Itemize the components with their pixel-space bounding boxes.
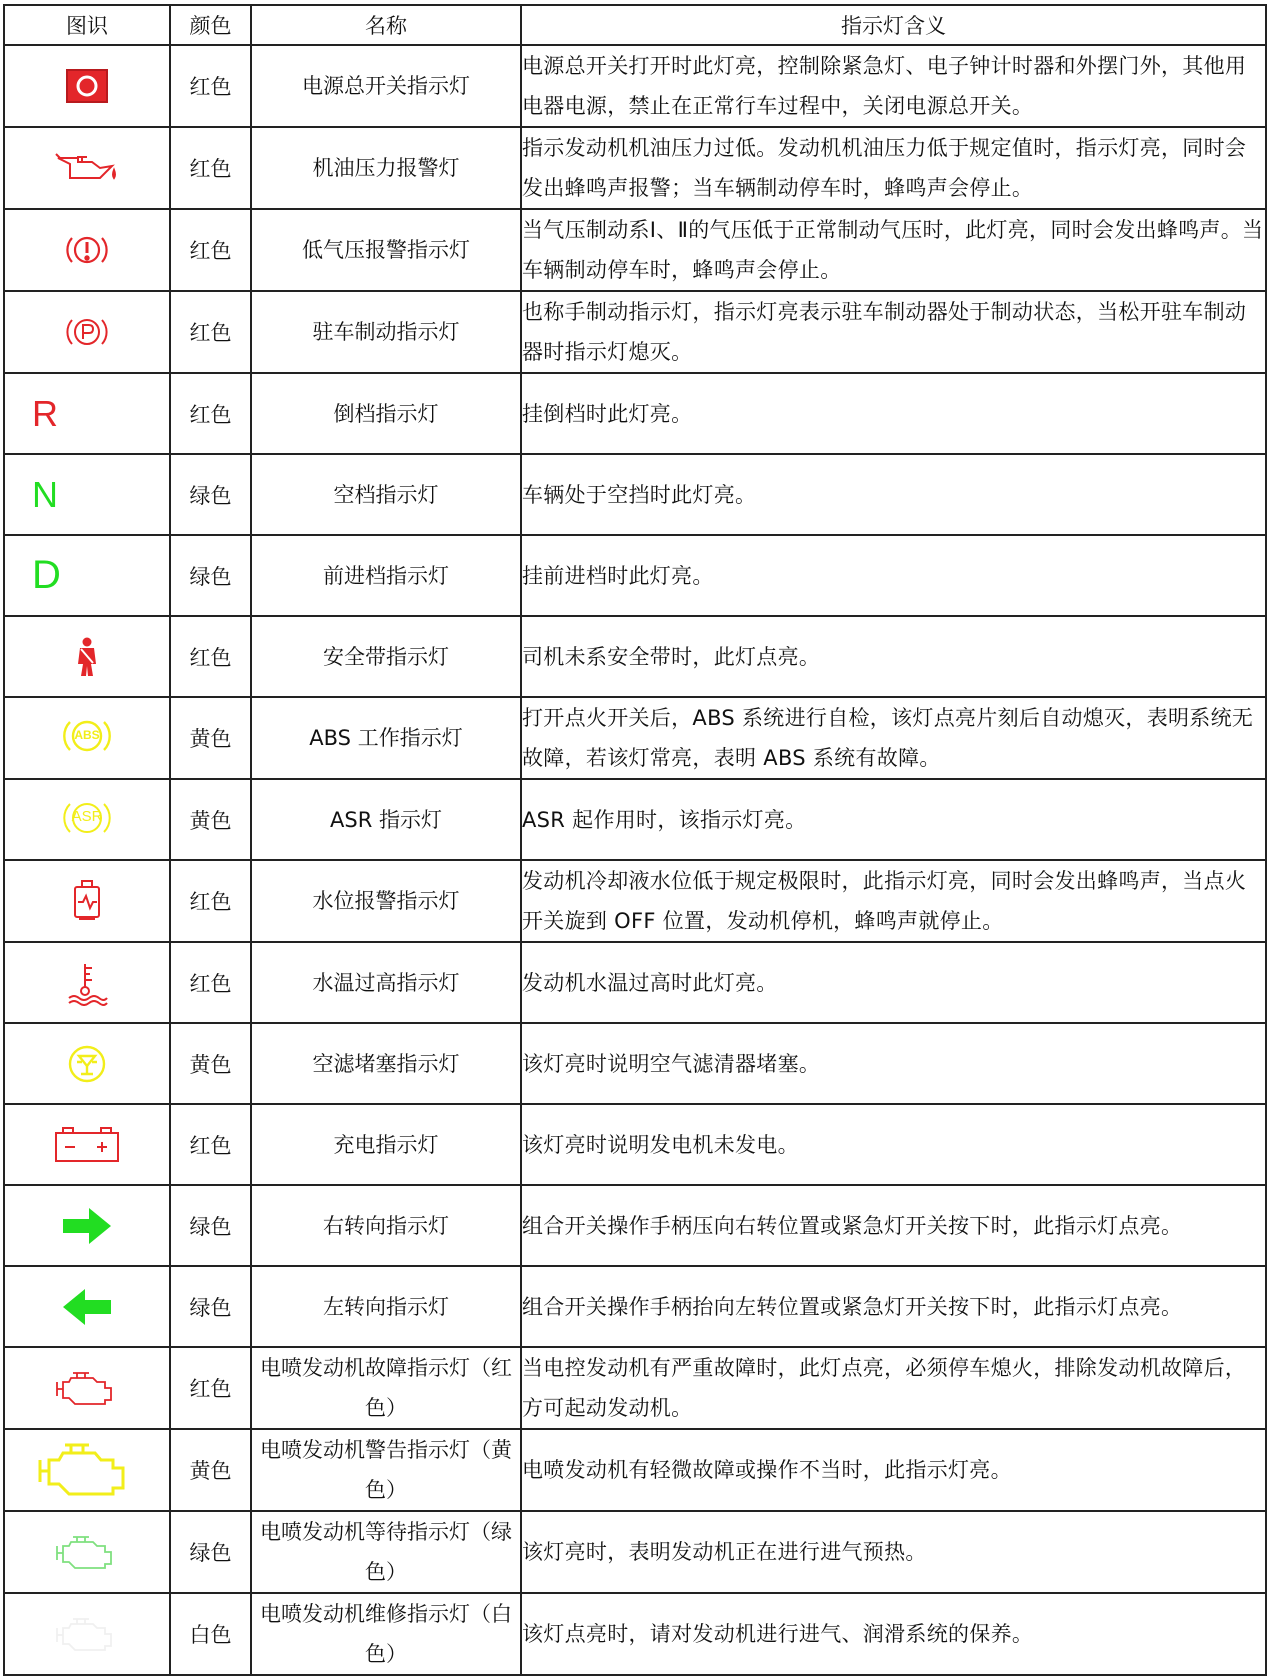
table-row [4,373,1266,454]
color-cell: 红色 [170,45,251,127]
name-cell: 电喷发动机警告指示灯（黄色） [251,1429,521,1511]
table-row [4,1511,1266,1593]
meaning-cell: 该灯亮时说明发电机未发电。 [521,1104,1266,1185]
name-cell: 安全带指示灯 [251,616,521,697]
meaning-cell: 挂倒档时此灯亮。 [521,373,1266,454]
name-cell: 空档指示灯 [251,454,521,535]
table-row [4,1023,1266,1104]
drive-gear-icon: D [32,553,61,597]
meaning-cell: 该灯点亮时，请对发动机进行进气、润滑系统的保养。 [521,1593,1266,1675]
meaning-cell: 当电控发动机有严重故障时，此灯点亮，必须停车熄火，排除发动机故障后，方可起动发动机。 [521,1347,1266,1429]
neutral-gear-icon: N [32,473,58,515]
color-cell: 红色 [170,209,251,291]
name-cell: 空滤堵塞指示灯 [251,1023,521,1104]
asr-icon: ASR [60,796,114,840]
right-turn-arrow-icon [5,1206,169,1246]
name-cell: 前进档指示灯 [251,535,521,616]
name-cell: 电源总开关指示灯 [251,45,521,127]
meaning-cell: 发动机冷却液水位低于规定极限时，此指示灯亮，同时会发出蜂鸣声，当点火开关旋到 OFF 位置，发动机停机，蜂鸣声就停止。 [521,860,1266,942]
table-row [4,1593,1266,1675]
color-cell: 黄色 [170,1429,251,1511]
name-cell: 电喷发动机故障指示灯（红色） [251,1347,521,1429]
color-cell: 绿色 [170,1266,251,1347]
meaning-cell: 车辆处于空挡时此灯亮。 [521,454,1266,535]
name-cell: 电喷发动机维修指示灯（白色） [251,1593,521,1675]
left-turn-arrow-icon [5,1287,169,1327]
oil-pressure-icon [5,148,169,188]
name-cell: 充电指示灯 [251,1104,521,1185]
color-cell: 黄色 [170,779,251,860]
meaning-cell: 也称手制动指示灯，指示灯亮表示驻车制动器处于制动状态，当松开驻车制动器时指示灯熄灭。 [521,291,1266,373]
meaning-cell: 组合开关操作手柄抬向左转位置或紧急灯开关按下时，此指示灯点亮。 [521,1266,1266,1347]
meaning-cell: 司机未系安全带时，此灯点亮。 [521,616,1266,697]
name-cell: 电喷发动机等待指示灯（绿色） [251,1511,521,1593]
color-cell: 绿色 [170,1511,251,1593]
color-cell: 红色 [170,942,251,1023]
color-cell: 绿色 [170,535,251,616]
meaning-cell: ASR 起作用时，该指示灯亮。 [521,779,1266,860]
coolant-temperature-icon [5,960,169,1006]
name-cell: 右转向指示灯 [251,1185,521,1266]
name-cell: ASR 指示灯 [251,779,521,860]
engine-service-white-icon [5,1614,169,1654]
abs-icon: ABS [60,714,114,758]
table-row [4,291,1266,373]
name-cell: 低气压报警指示灯 [251,209,521,291]
indicator-lights-table [3,4,1267,1676]
meaning-cell: 组合开关操作手柄压向右转位置或紧急灯开关按下时，此指示灯点亮。 [521,1185,1266,1266]
table-row [4,535,1266,616]
table-row [4,779,1266,860]
table-row [4,1185,1266,1266]
table-row [4,1429,1266,1511]
table-row [4,697,1266,779]
coolant-level-icon [5,878,169,924]
meaning-cell: 该灯亮时，表明发动机正在进行进气预热。 [521,1511,1266,1593]
header-color: 颜色 [170,5,251,45]
color-cell: 红色 [170,860,251,942]
header-name: 名称 [251,5,521,45]
battery-charge-icon [5,1125,169,1165]
meaning-cell: 打开点火开关后，ABS 系统进行自检，该灯点亮片刻后自动熄灭，表明系统无故障，若该灯常亮，表明 ABS 系统有故障。 [521,697,1266,779]
name-cell: 水位报警指示灯 [251,860,521,942]
color-cell: 白色 [170,1593,251,1675]
name-cell: ABS 工作指示灯 [251,697,521,779]
parking-brake-icon [5,312,169,352]
engine-wait-green-icon [5,1532,169,1572]
table-row [4,209,1266,291]
table-row [4,860,1266,942]
table-row [4,616,1266,697]
meaning-cell: 指示发动机机油压力过低。发动机机油压力低于规定值时，指示灯亮，同时会发出蜂鸣声报警；当车辆制动停车时，蜂鸣声会停止。 [521,127,1266,209]
header-meaning: 指示灯含义 [521,5,1266,45]
color-cell: 红色 [170,127,251,209]
name-cell: 倒档指示灯 [251,373,521,454]
engine-fault-red-icon [5,1368,169,1408]
meaning-cell: 发动机水温过高时此灯亮。 [521,942,1266,1023]
table-row [4,1266,1266,1347]
color-cell: 黄色 [170,1023,251,1104]
meaning-cell: 该灯亮时说明空气滤清器堵塞。 [521,1023,1266,1104]
meaning-cell: 当气压制动系Ⅰ、Ⅱ的气压低于正常制动气压时，此灯亮，同时会发出蜂鸣声。当车辆制动停车时，蜂鸣声会停止。 [521,209,1266,291]
table-row [4,127,1266,209]
reverse-gear-icon: R [32,392,58,434]
header-row [4,5,1266,45]
engine-warning-yellow-icon [5,1438,169,1502]
table-row [4,942,1266,1023]
seatbelt-icon [5,636,169,678]
header-icon: 图识 [4,5,170,45]
color-cell: 红色 [170,291,251,373]
table-row [4,45,1266,127]
color-cell: 红色 [170,1347,251,1429]
color-cell: 红色 [170,373,251,454]
name-cell: 机油压力报警灯 [251,127,521,209]
meaning-cell: 电源总开关打开时此灯亮，控制除紧急灯、电子钟计时器和外摆门外，其他用电器电源，禁止在正常行车过程中，关闭电源总开关。 [521,45,1266,127]
name-cell: 水温过高指示灯 [251,942,521,1023]
name-cell: 驻车制动指示灯 [251,291,521,373]
table-row [4,454,1266,535]
name-cell: 左转向指示灯 [251,1266,521,1347]
power-master-switch-icon [5,68,169,104]
color-cell: 绿色 [170,1185,251,1266]
table-row [4,1347,1266,1429]
color-cell: 黄色 [170,697,251,779]
color-cell: 红色 [170,1104,251,1185]
air-filter-icon [5,1042,169,1086]
color-cell: 绿色 [170,454,251,535]
meaning-cell: 挂前进档时此灯亮。 [521,535,1266,616]
low-air-pressure-icon [5,230,169,270]
meaning-cell: 电喷发动机有轻微故障或操作不当时，此指示灯亮。 [521,1429,1266,1511]
table-row [4,1104,1266,1185]
color-cell: 红色 [170,616,251,697]
